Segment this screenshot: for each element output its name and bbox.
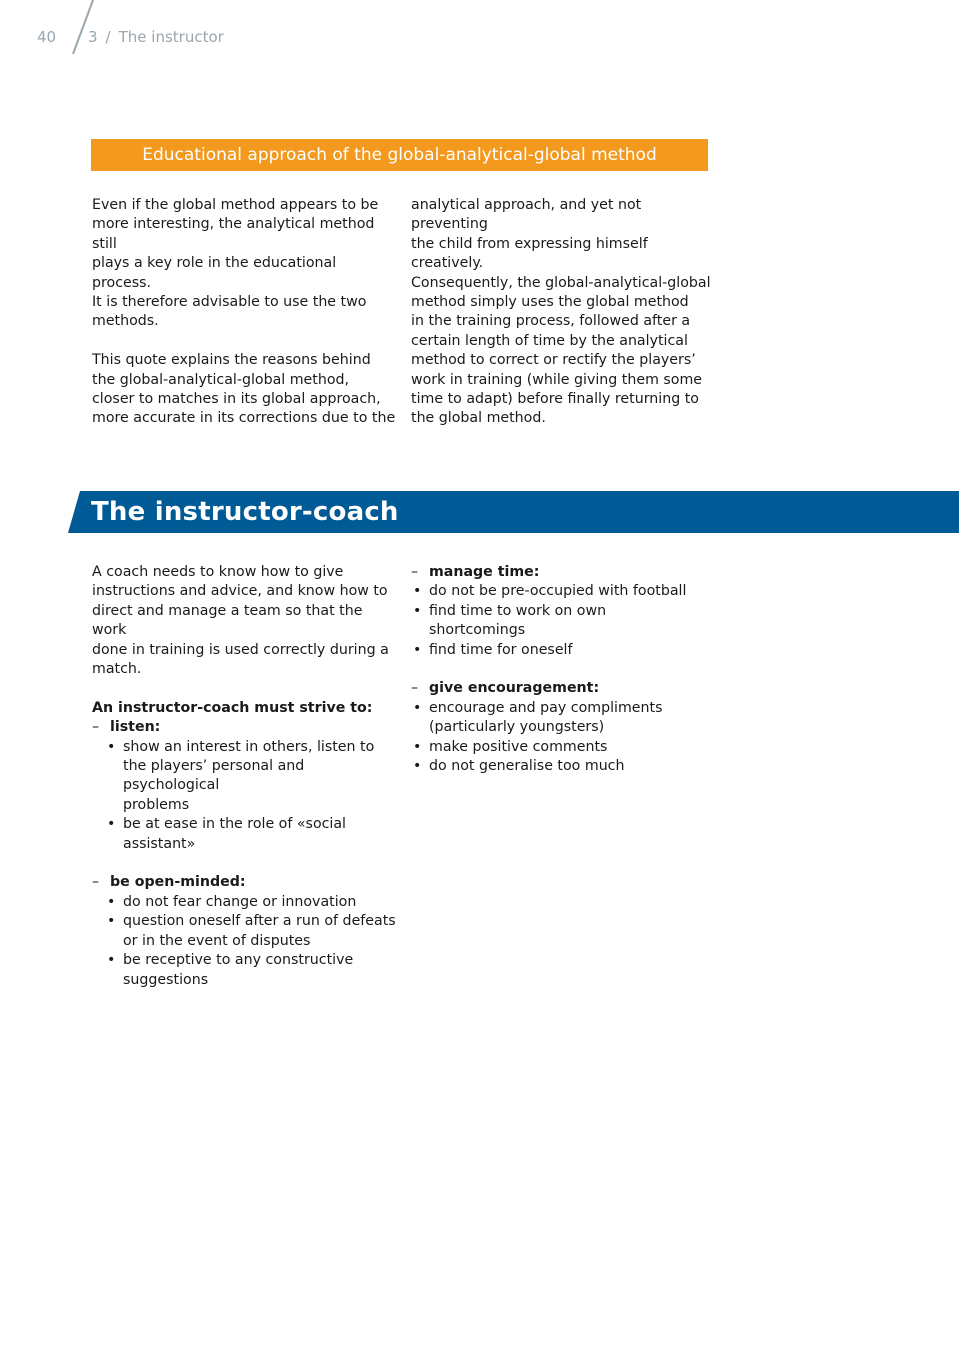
chapter-label xyxy=(88,28,224,46)
dash-mark: – xyxy=(411,564,419,580)
encouragement-label: give encouragement: xyxy=(429,680,600,697)
open-minded-label: be open-minded: xyxy=(110,874,246,891)
bullet-item: • find time for oneself xyxy=(411,641,716,660)
listen-sublist xyxy=(92,738,397,854)
box-right-column xyxy=(411,196,716,429)
bullet-item: • do not generalise too much xyxy=(411,757,716,776)
manage-time-label: manage time: xyxy=(429,564,540,580)
chapter-title: The instructor xyxy=(118,28,224,46)
box-title: Educational approach of the global-analytical-global method xyxy=(142,145,657,165)
section-left-column xyxy=(92,563,397,990)
must-heading: An instructor-coach must strive to: xyxy=(92,699,373,716)
dash-mark: – xyxy=(411,680,419,697)
page-header xyxy=(0,0,959,60)
bullet-item: • be receptive to any constructive suggestions xyxy=(105,951,397,990)
list-item-manage-time xyxy=(411,563,716,660)
manage-time-sublist xyxy=(411,582,716,660)
page-number: 40 xyxy=(37,28,57,46)
bullet-item: • be at ease in the role of «social assistant» xyxy=(105,815,397,854)
dash-mark: – xyxy=(92,719,100,736)
box-title-bar xyxy=(91,139,708,171)
bullet-item: • find time to work on own shortcomings xyxy=(411,602,716,641)
encouragement-sublist xyxy=(411,699,716,777)
list-item-listen xyxy=(92,718,397,854)
list-item-encouragement xyxy=(411,679,716,776)
strive-list-continued xyxy=(411,563,716,776)
bullet-item: • show an interest in others, listen to the players’ personal and psychological problems xyxy=(105,738,397,816)
box-left-column xyxy=(92,196,397,429)
list-item-open-minded xyxy=(92,873,397,989)
section-right-column xyxy=(411,563,716,776)
box-paragraph: This quote explains the reasons behind the global-analytical-global method, closer to matches in its global approach, more accurate in its corrections due to the xyxy=(92,352,396,427)
box-paragraph: analytical approach, and yet not preventing the child from expressing himself creatively. Consequently, the global-analytical-global method simply uses the global method in the training process, followed after a certain length of time by the analytical method to correct or rectify the players’ work in training (while giving them some time to adapt) before finally returning to the global method. xyxy=(411,197,711,427)
open-minded-sublist xyxy=(92,893,397,990)
bullet-item: • do not be pre-occupied with football xyxy=(411,582,716,601)
chapter-separator: / xyxy=(105,28,111,46)
bullet-item: • question oneself after a run of defeats or in the event of disputes xyxy=(105,912,397,951)
section-intro: A coach needs to know how to give instructions and advice, and know how to direct and manage a team so that the work done in training is used correctly during a match. xyxy=(92,564,389,678)
chapter-number: 3 xyxy=(88,28,98,46)
listen-label: listen: xyxy=(110,719,161,736)
box-paragraph: Even if the global method appears to be more interesting, the analytical method still plays a key role in the educational process. It is therefore advisable to use the two methods. xyxy=(92,197,379,330)
bullet-item: • do not fear change or innovation xyxy=(105,893,397,912)
bullet-item: • make positive comments xyxy=(411,738,716,757)
section-title: The instructor-coach xyxy=(91,497,399,527)
bullet-item: • encourage and pay compliments (particularly youngsters) xyxy=(411,699,716,738)
dash-mark: – xyxy=(92,874,100,891)
strive-list xyxy=(92,718,397,990)
